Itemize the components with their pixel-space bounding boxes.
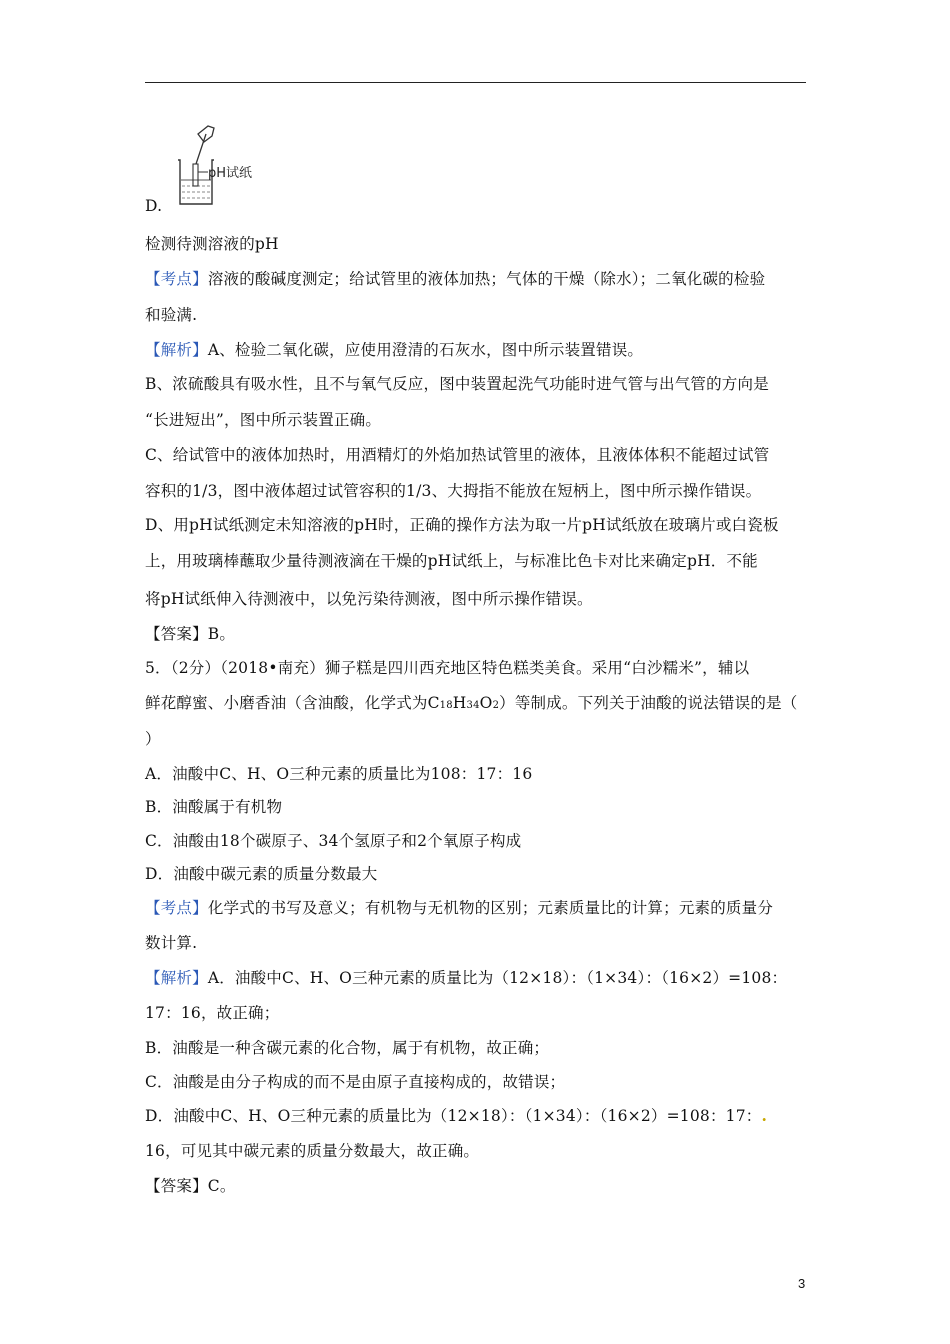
q4-c-line1: C、给试管中的液体加热时，用酒精灯的外焰加热试管里的液体，且液体体积不能超过试管 [145, 446, 770, 464]
formula-sub-34: 34 [466, 700, 480, 711]
option-d-label: D. [145, 197, 163, 215]
q4-d-line3: 将pH试纸伸入待测液中，以免污染待测液，图中所示操作错误。 [145, 590, 593, 608]
q5-jiexi-d1-text: D．油酸中C、H、O三种元素的质量比为（12×18）：（1×34）：（16×2）=108：17： [145, 1107, 762, 1125]
q5-jiexi-c: C．油酸是由分子构成的而不是由原子直接构成的，故错误； [145, 1073, 566, 1091]
q5-stem-pre: 鲜花醇蜜、小磨香油（含油酸，化学式为C [145, 694, 440, 712]
jiexi-tag: 【解析】 [145, 341, 208, 359]
q5-kaodian [145, 898, 815, 918]
formula-sub-2: 2 [492, 700, 500, 711]
figure-caption: 检测待测溶液的pH [145, 235, 279, 253]
q5-option-a: A．油酸中C、H、O三种元素的质量比为108：17：16 [145, 765, 533, 783]
q5-jiexi-a2: 17：16，故正确； [145, 1004, 280, 1022]
q5-kaodian-text: 化学式的书写及意义；有机物与无机物的区别；元素质量比的计算；元素的质量分 [207, 899, 774, 917]
kaodian-tag: 【考点】 [145, 899, 208, 917]
formula-sub-18: 18 [439, 700, 453, 711]
q4-kaodian [145, 269, 815, 289]
q4-d-line1: D、用pH试纸测定未知溶液的pH时，正确的操作方法为取一片pH试纸放在玻璃片或白瓷板 [145, 516, 779, 534]
q5-stem-line3: ） [145, 730, 161, 748]
q4-kaodian-cont: 和验满. [145, 306, 198, 324]
q5-option-d: D．油酸中碳元素的质量分数最大 [145, 865, 378, 883]
ph-paper-label: pH试纸 [208, 166, 253, 181]
q5-jiexi-a1: A．油酸中C、H、O三种元素的质量比为（12×18）：（1×34）：（16×2）=108： [207, 969, 788, 987]
kaodian-tag: 【考点】 [145, 270, 208, 288]
jiexi-tag: 【解析】 [145, 969, 208, 987]
q4-jiexi-a: A、检验二氧化碳，应使用澄清的石灰水，图中所示装置错误。 [207, 341, 644, 359]
formula-h: H [452, 694, 467, 712]
q4-b-line2: “长进短出”，图中所示装置正确。 [145, 411, 382, 429]
q5-option-c: C．油酸由18个碳原子、34个氢原子和2个氧原子构成 [145, 832, 522, 850]
q4-answer: 【答案】B。 [145, 625, 236, 643]
yellow-dot-mark: . [761, 1106, 768, 1125]
q4-d-line2: 上，用玻璃棒蘸取少量待测液滴在干燥的pH试纸上，与标准比色卡对比来确定pH．不能 [145, 552, 758, 570]
q5-answer: 【答案】C。 [145, 1177, 236, 1195]
page-number: 3 [798, 1276, 806, 1291]
q5-jiexi-d2: 16，可见其中碳元素的质量分数最大，故正确。 [145, 1142, 480, 1160]
formula-o: O [479, 694, 493, 712]
q5-stem-line1: 5．（2分）（2018•南充）狮子糕是四川西充地区特色糕类美食。采用“白沙糯米”，辅以 [145, 659, 750, 677]
q5-jiexi [145, 968, 815, 988]
q4-jiexi [145, 340, 815, 360]
q5-option-b: B．油酸属于有机物 [145, 798, 283, 816]
header-rule [145, 82, 806, 83]
q5-stem-line2 [145, 693, 815, 716]
q4-kaodian-text: 溶液的酸碱度测定；给试管里的液体加热；气体的干燥（除水）；二氧化碳的检验 [207, 270, 766, 288]
q4-b-line1: B、浓硫酸具有吸水性，且不与氧气反应，图中装置起洗气功能时进气管与出气管的方向是 [145, 375, 769, 393]
q5-jiexi-d1 [145, 1106, 815, 1126]
q5-kaodian-cont: 数计算. [145, 934, 198, 952]
q4-c-line2: 容积的1/3，图中液体超过试管容积的1/3、大拇指不能放在短柄上，图中所示操作错误。 [145, 482, 762, 500]
q5-stem-post: ）等制成。下列关于油酸的说法错误的是（ [499, 694, 798, 712]
q5-jiexi-b: B．油酸是一种含碳元素的化合物，属于有机物，故正确； [145, 1039, 550, 1057]
